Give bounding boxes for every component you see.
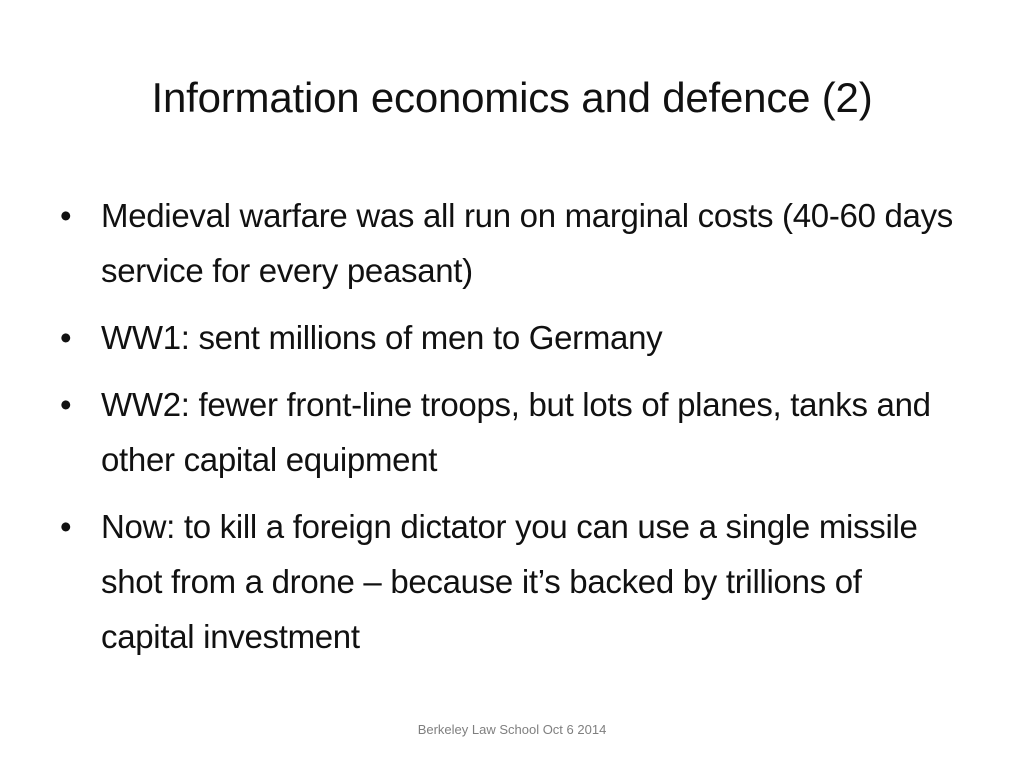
slide-footer: Berkeley Law School Oct 6 2014 [417,722,607,737]
bullet-icon: • [60,386,72,423]
bullet-list [60,188,960,676]
slide-title: Information economics and defence (2) [151,74,873,121]
bullet-text: WW1: sent millions of men to Germany [101,319,663,356]
bullet-icon: • [60,319,72,356]
bullet-text: WW2: fewer front-line troops, but lots of planes, tanks and other capital equipment [101,386,931,478]
bullet-text: Medieval warfare was all run on marginal costs (40-60 days service for every peasant) [101,197,953,289]
bullet-item [60,499,960,664]
bullet-item [60,188,960,298]
bullet-item [60,377,960,487]
bullet-item [60,310,960,365]
bullet-icon: • [60,508,72,545]
bullet-icon: • [60,197,72,234]
bullet-text: Now: to kill a foreign dictator you can use a single missile shot from a drone – because it’s backed by trillions of capital investment [101,508,918,655]
